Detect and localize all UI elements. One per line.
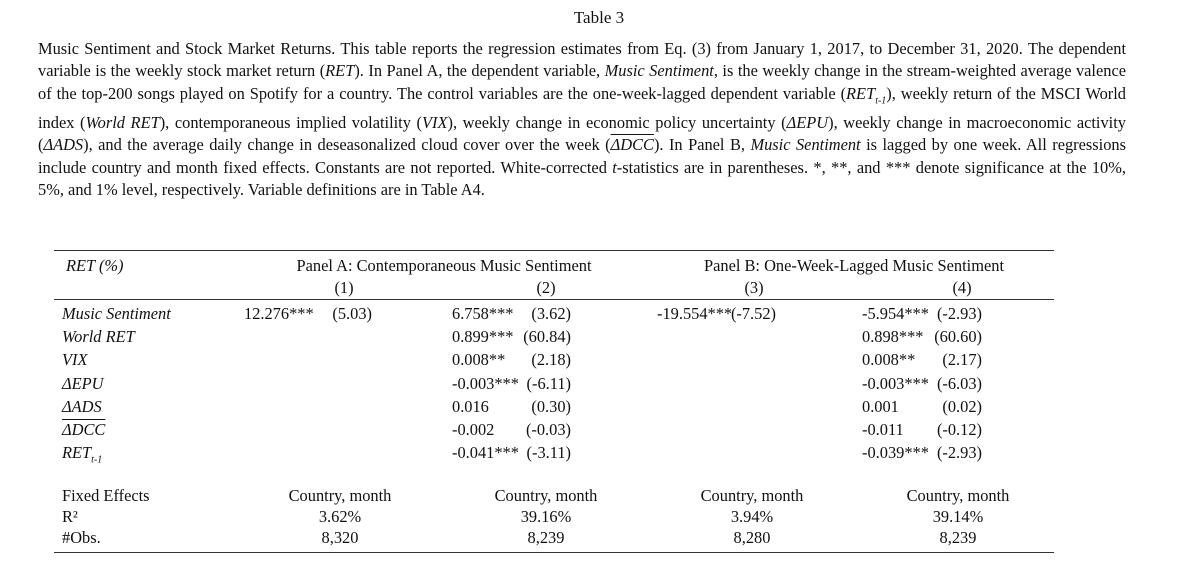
footer-value: Country, month	[494, 486, 598, 505]
footer-label: R²	[62, 507, 78, 526]
row-label: $RET_{t-1}$	[62, 443, 103, 466]
tstat-cell: (-3.11)	[526, 443, 571, 463]
coef-cell: 0.898***	[862, 327, 924, 347]
panel-a-header: Panel A: Contemporaneous Music Sentiment	[296, 256, 592, 275]
header-rule	[54, 299, 1054, 300]
bottom-rule	[54, 552, 1054, 553]
col-num-1: (1)	[334, 278, 354, 297]
panel-b-header: Panel B: One-Week-Lagged Music Sentiment	[703, 256, 1004, 275]
footer-value: 8,280	[733, 528, 771, 547]
footer-value: Country, month	[906, 486, 1010, 505]
coef-cell: 12.276***	[244, 304, 314, 323]
footer-value: Country, month	[288, 486, 392, 505]
footer-value: 39.16%	[520, 507, 572, 526]
footer-value: 8,239	[939, 528, 977, 547]
tstat-cell: (-2.93)	[936, 443, 982, 463]
row-label: ΔEPU	[62, 373, 104, 393]
col-num-3: (3)	[744, 278, 764, 297]
coef-cell: -0.041***	[452, 443, 519, 463]
tstat-cell: (-7.52)	[730, 304, 776, 323]
coef-cell: 6.758***	[452, 304, 514, 323]
footer-label: #Obs.	[62, 528, 101, 547]
coef-cell: -19.554***	[657, 304, 733, 323]
coef-cell: -5.954***	[862, 304, 929, 323]
tstat-cell: (-6.03)	[936, 373, 982, 393]
col-num-2: (2)	[536, 278, 556, 297]
coef-cell: -0.003***	[452, 373, 519, 393]
coef-cell: 0.001	[862, 396, 899, 416]
row-label: VIX	[62, 350, 88, 370]
dependent-variable-label: RET (%)	[66, 256, 124, 275]
coef-cell: 0.016	[452, 396, 489, 416]
coef-cell: -0.039***	[862, 443, 929, 463]
tstat-cell: (-2.93)	[936, 304, 982, 323]
footer-value: 3.62%	[318, 507, 362, 526]
tstat-cell: (2.18)	[531, 350, 571, 370]
footer-value: 39.14%	[932, 507, 984, 526]
row-label: ΔDCC	[62, 420, 106, 439]
tstat-cell: (60.60)	[934, 327, 982, 347]
coef-cell: 0.008**	[452, 350, 506, 370]
row-label: ΔADS	[62, 396, 102, 416]
footer-value: 8,239	[527, 528, 565, 547]
tstat-cell: (-0.03)	[525, 420, 571, 439]
footer-value: 8,320	[321, 528, 359, 547]
tstat-cell: (-0.12)	[936, 420, 982, 439]
tstat-cell: (0.30)	[531, 396, 571, 416]
tstat-cell: (3.62)	[531, 304, 571, 323]
tstat-cell: (2.17)	[942, 350, 982, 370]
tstat-cell: (-6.11)	[526, 373, 571, 393]
coef-cell: 0.008**	[862, 350, 916, 370]
coef-cell: -0.002	[452, 420, 495, 439]
row-label: Music Sentiment	[62, 304, 171, 323]
coef-cell: -0.003***	[862, 373, 929, 393]
coef-cell: 0.899***	[452, 327, 514, 347]
footer-value: Country, month	[700, 486, 804, 505]
table-title: Table 3	[573, 8, 625, 27]
coef-cell: -0.011	[862, 420, 904, 439]
footer-label: Fixed Effects	[62, 486, 150, 505]
tstat-cell: (5.03)	[332, 304, 372, 323]
footer-value: 3.94%	[730, 507, 774, 526]
tstat-cell: (0.02)	[942, 396, 982, 416]
tstat-cell: (60.84)	[523, 327, 571, 347]
col-num-4: (4)	[952, 278, 972, 297]
top-rule	[54, 250, 1054, 251]
table-caption: Music Sentiment and Stock Market Returns. This table reports the regression estimates from Eq. (3) from January 1, 2017, to December 31, 2020. The dependent variable is the weekly stock market return (RET). In Panel A, the dependent variable, Music Sentiment, is the weekly change in the stream-weighted average valence of the top-200 songs played on Spotify for a country. The control variables are the one-week-lagged dependent variable $(RET_{t-1})$, weekly return of the MSCI World index (World RET), contemporaneous implied volatility (VIX), weekly change in economic policy uncertainty (ΔEPU), weekly change in macroeconomic activity (ΔADS), and the average daily change in deseasonalized cloud cover over the week (ΔDCC). In Panel B, Music Sentiment is lagged by one week. All regressions include country and month fixed effects. Constants are not reported. White-corrected t-statistics are in parentheses. *, **, and *** denote significance at the 10%, 5%, and 1% level, respectively. Variable definitions are in Table A4.	[38, 39, 1126, 200]
row-label: World RET	[62, 327, 135, 347]
